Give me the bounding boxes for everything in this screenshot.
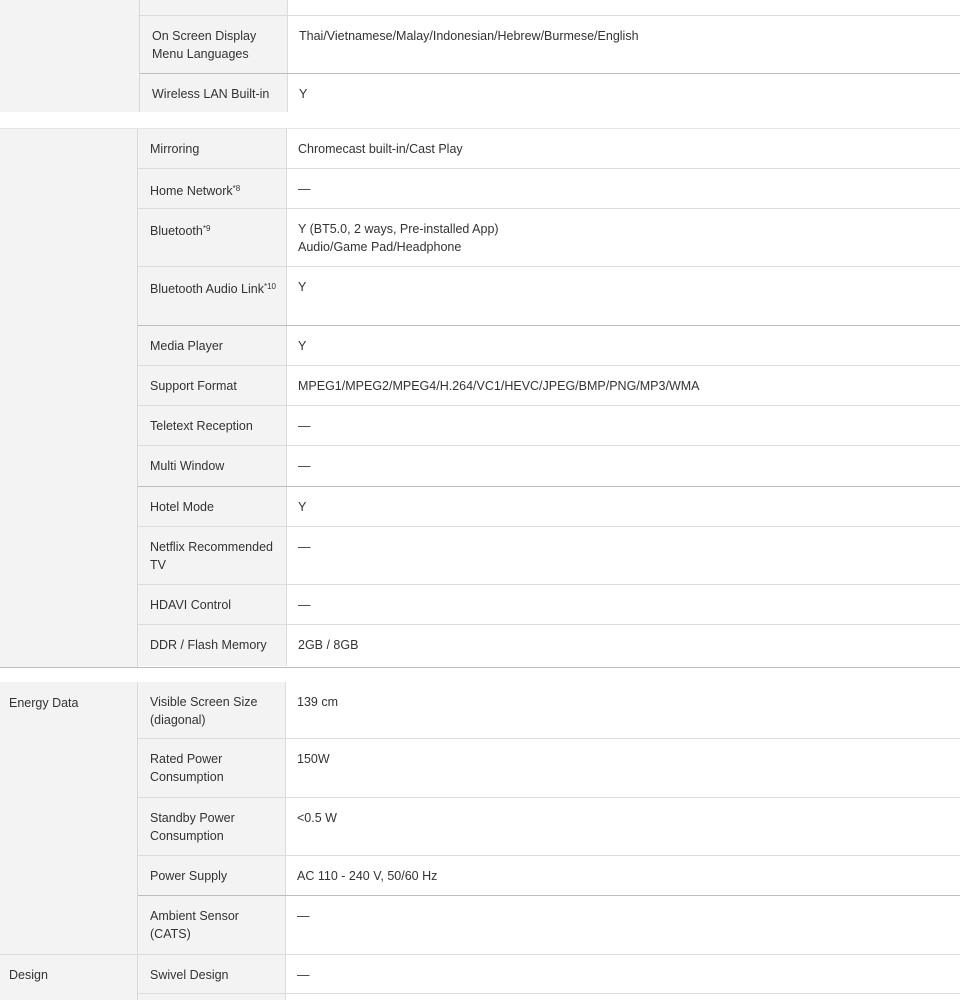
spec-key: Media Player — [138, 326, 287, 365]
spec-value: AC 110 - 240 V, 50/60 Hz — [297, 869, 438, 883]
spec-row-media-player — [138, 326, 960, 366]
spec-row-bluetooth-audio-link — [138, 267, 960, 326]
spec-value: — — [298, 459, 311, 473]
footnote-ref: *8 — [232, 184, 241, 193]
spec-row-mirroring — [138, 129, 960, 169]
spec-row-wireless-lan — [140, 74, 960, 112]
spec-value: — — [298, 540, 311, 554]
spec-value: Y — [298, 339, 307, 353]
footnote-ref: *9 — [202, 224, 211, 233]
spec-row-bluetooth — [138, 209, 960, 267]
category-cell — [0, 129, 138, 667]
spec-row-swivel — [138, 955, 960, 994]
spec-row-multi-window — [138, 446, 960, 487]
footnote-ref: *10 — [263, 282, 276, 291]
category-label: Design — [9, 968, 48, 982]
spec-key — [138, 267, 287, 325]
spec-value: — — [297, 968, 310, 982]
spec-section-energy — [0, 682, 960, 955]
spec-key: HDAVI Control — [138, 585, 287, 624]
spec-row-rated-power — [138, 739, 960, 798]
spec-key: Netflix Recommended TV — [138, 527, 287, 584]
spec-row-osd-languages — [140, 16, 960, 74]
spec-row-memory — [138, 625, 960, 666]
spec-key: Visible Screen Size (diagonal) — [138, 682, 286, 738]
spec-value: — — [298, 419, 311, 433]
spec-key-text: Home Network — [150, 184, 233, 198]
spec-key: Hotel Mode — [138, 487, 287, 526]
spec-row — [140, 0, 960, 16]
spec-row-power-supply — [138, 856, 960, 896]
category-label: Energy Data — [9, 696, 79, 710]
category-cell — [0, 682, 138, 954]
spec-key: Power Supply — [138, 856, 286, 895]
spec-key: Multi Window — [138, 446, 287, 486]
spec-section-network-top — [0, 0, 960, 112]
spec-value: 2GB / 8GB — [298, 638, 359, 652]
spec-row-support-format — [138, 366, 960, 406]
spec-row-ambient-sensor — [138, 896, 960, 954]
spec-key: Teletext Reception — [138, 406, 287, 445]
spec-key: Swivel Design — [138, 955, 286, 993]
spec-row-hdavi — [138, 585, 960, 625]
spec-value: Thai/Vietnamese/Malay/Indonesian/Hebrew/Burmese/English — [299, 29, 639, 43]
spec-key: Ambient Sensor (CATS) — [138, 896, 286, 954]
spec-row — [138, 994, 960, 1000]
spec-key: Rated Power Consumption — [138, 739, 286, 797]
spec-value: — — [298, 182, 311, 196]
category-cell — [0, 0, 140, 112]
spec-value: Y — [299, 87, 308, 101]
spec-key: On Screen Display Menu Languages — [140, 16, 288, 73]
spec-row-hotel-mode — [138, 487, 960, 527]
category-cell — [0, 955, 138, 1000]
spec-value: 139 cm — [297, 695, 338, 709]
spec-key: Wireless LAN Built-in — [140, 74, 288, 112]
spec-key: Standby Power Consumption — [138, 798, 286, 855]
spec-value: Y — [298, 500, 307, 514]
spec-key: Support Format — [138, 366, 287, 405]
spec-value: Y — [298, 280, 307, 294]
spec-row-home-network — [138, 169, 960, 209]
spec-key — [138, 169, 287, 208]
spec-value: 150W — [297, 752, 330, 766]
spec-value: — — [297, 909, 310, 923]
spec-row-standby-power — [138, 798, 960, 856]
spec-section-design — [0, 955, 960, 1000]
spec-value: Y (BT5.0, 2 ways, Pre-installed App) Audio/Game Pad/Headphone — [298, 222, 499, 254]
spec-row-teletext — [138, 406, 960, 446]
spec-key: DDR / Flash Memory — [138, 625, 287, 666]
spec-section-network — [0, 128, 960, 668]
spec-key — [138, 209, 287, 266]
spec-value: <0.5 W — [297, 811, 337, 825]
spec-value: MPEG1/MPEG2/MPEG4/H.264/VC1/HEVC/JPEG/BMP/PNG/MP3/WMA — [298, 379, 700, 393]
spec-key-text: Bluetooth — [150, 224, 203, 238]
spec-value: — — [298, 598, 311, 612]
spec-value: Chromecast built-in/Cast Play — [298, 142, 463, 156]
spec-key: Mirroring — [138, 129, 287, 168]
spec-key-text: Bluetooth Audio Link — [150, 282, 264, 296]
spec-row-screen-size — [138, 682, 960, 739]
spec-row-netflix — [138, 527, 960, 585]
